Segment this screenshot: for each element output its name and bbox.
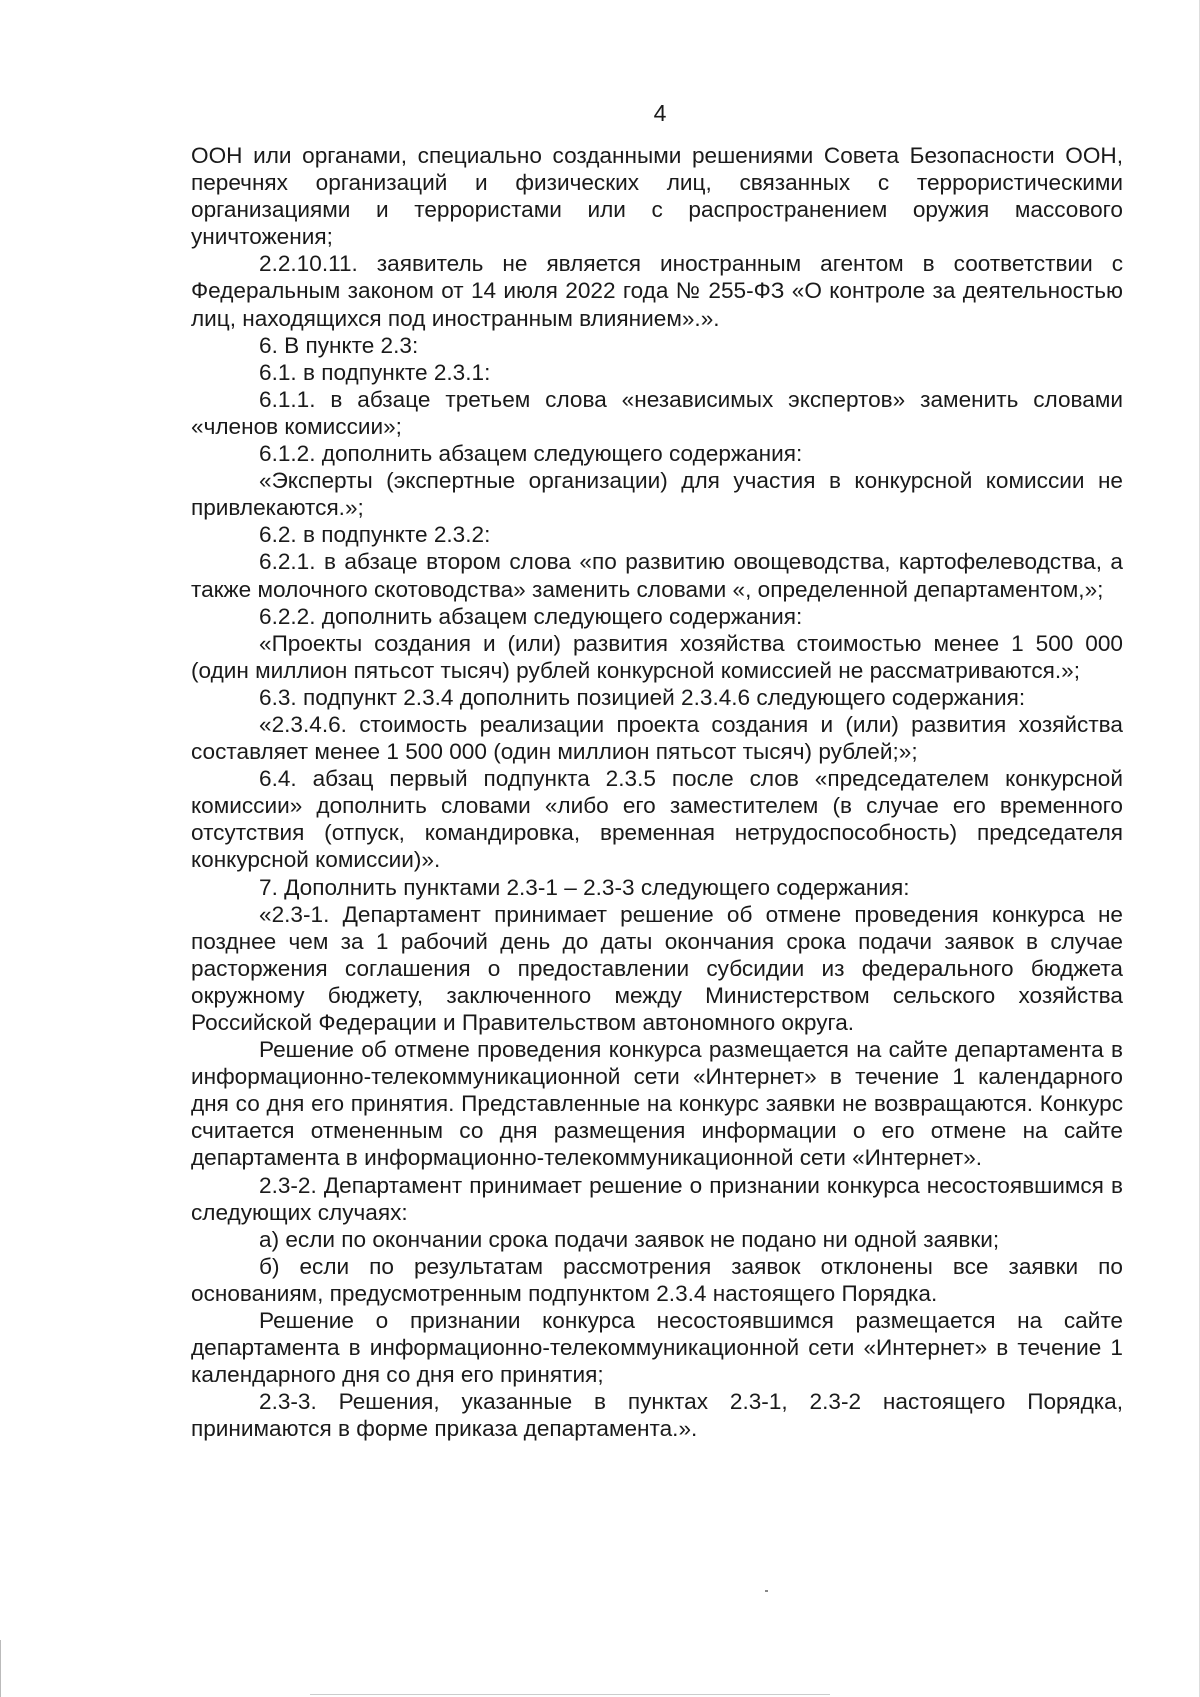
paragraph-case-a: а) если по окончании срока подачи заявок не подано ни одной заявки;: [259, 1226, 1000, 1252]
paragraph-item-6-4: 6.4. абзац первый подпункта 2.3.5 после слов «председателем конкурсной комиссии» дополнить словами «либо его заместителем (в случае его временного отсутствия (отпуск, командировка, временная нетрудоспособность) председателя конкурсной комиссии)».: [191, 766, 1123, 873]
paragraph-item-6: 6. В пункте 2.3:: [259, 332, 419, 358]
paragraph-failed-decision: Решение о признании конкурса несостоявшимся размещается на сайте департамента в информационно-телекоммуникационной сети «Интернет» в течение 1 календарного дня со дня его принятия;: [191, 1308, 1123, 1388]
page-number: 4: [653, 100, 667, 126]
paragraph-item-6-2-2: 6.2.2. дополнить абзацем следующего содержания:: [259, 603, 803, 629]
scan-edge-left: [0, 1640, 1, 1697]
paragraph-item-6-1-2: 6.1.2. дополнить абзацем следующего содержания:: [259, 441, 803, 467]
paragraph-item-6-1: 6.1. в подпункте 2.3.1:: [259, 359, 491, 385]
paragraph-cancellation-decision: Решение об отмене проведения конкурса размещается на сайте департамента в информационно-телекоммуникационной сети «Интернет» в течение 1 календарного дня со дня его принятия. Представленные на конкурс заявки не возвращаются. Конкурс считается отмененным со дня размещения информации о его отмене на сайте департамента в информационно-телекоммуникационной сети «Интернет».: [191, 1037, 1123, 1171]
paragraph-2-3-3: 2.3-3. Решения, указанные в пунктах 2.3-1, 2.3-2 настоящего Порядка, принимаются в форме приказа департамента.».: [191, 1389, 1123, 1442]
scan-edge-bottom: [310, 1694, 830, 1695]
paragraph-continuation: ООН или органами, специально созданными решениями Совета Безопасности ООН, перечнях организаций и физических лиц, связанных с террористическими организациями и террористами или с распространением оружия массового уничтожения;: [191, 143, 1123, 250]
paragraph-2-2-10-11: 2.2.10.11. заявитель не является иностранным агентом в соответствии с Федеральным законом от 14 июля 2022 года № 255-ФЗ «О контроле за деятельностью лиц, находящихся под иностранным влиянием».».: [191, 251, 1123, 331]
paragraph-item-6-3: 6.3. подпункт 2.3.4 дополнить позицией 2.3.4.6 следующего содержания:: [259, 684, 1026, 710]
document-body: [191, 142, 1123, 1443]
paragraph-quote-2-3-4-6: «2.3.4.6. стоимость реализации проекта создания и (или) развития хозяйства составляет менее 1 500 000 (один миллион пятьсот тысяч) рублей;»;: [191, 711, 1123, 765]
paragraph-2-3-2: 2.3-2. Департамент принимает решение о признании конкурса несостоявшимся в следующих случаях:: [191, 1172, 1123, 1225]
paragraph-2-3-1: «2.3-1. Департамент принимает решение об отмене проведения конкурса не позднее чем за 1 рабочий день до даты окончания срока подачи заявок в случае расторжения соглашения о предоставлении субсидии из федерального бюджета окружному бюджету, заключенного между Министерством сельского хозяйства Российской Федерации и Правительством автономного округа.: [191, 901, 1123, 1035]
paragraph-item-6-1-1: 6.1.1. в абзаце третьем слова «независимых экспертов» заменить словами «членов комиссии»;: [191, 386, 1123, 439]
paragraph-case-b: б) если по результатам рассмотрения заявок отклонены все заявки по основаниям, предусмотренным подпунктом 2.3.4 настоящего Порядка.: [191, 1253, 1123, 1306]
paragraph-item-6-2: 6.2. в подпункте 2.3.2:: [259, 522, 491, 548]
paragraph-quote-experts: «Эксперты (экспертные организации) для участия в конкурсной комиссии не привлекаются.»;: [191, 468, 1123, 521]
paragraph-item-7: 7. Дополнить пунктами 2.3-1 – 2.3-3 следующего содержания:: [259, 874, 910, 900]
paragraph-item-6-2-1: 6.2.1. в абзаце втором слова «по развитию овощеводства, картофелеводства, а также молочного скотоводства» заменить словами «, определенной департаментом,»;: [191, 549, 1123, 602]
scan-speck: [765, 1590, 768, 1592]
paragraph-quote-projects: «Проекты создания и (или) развития хозяйства стоимостью менее 1 500 000 (один миллион пятьсот тысяч) рублей конкурсной комиссией не рассматриваются.»;: [191, 630, 1123, 683]
